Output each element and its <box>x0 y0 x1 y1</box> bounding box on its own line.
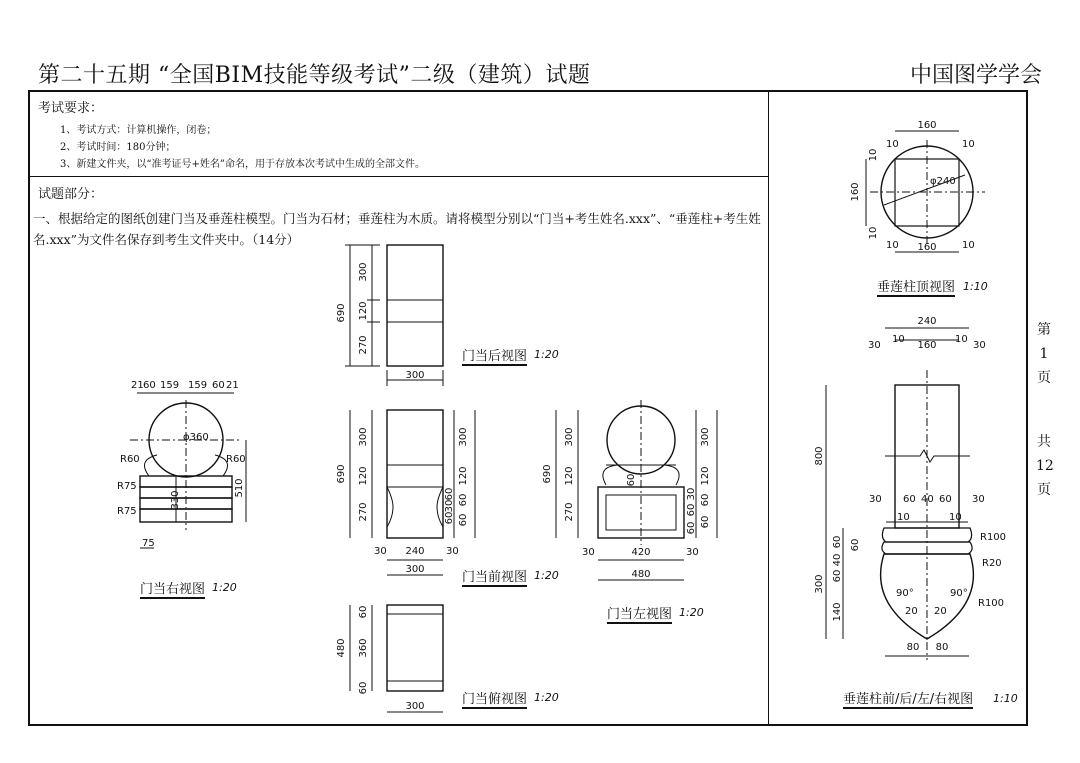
scale-left-view: 1:20 <box>679 606 704 619</box>
page-char: 页 <box>1037 370 1051 386</box>
dim-front: 690 <box>336 464 347 484</box>
page-char: 页 <box>1037 482 1051 498</box>
dim-col-top: 10 <box>886 240 899 251</box>
dim-front: 120 <box>458 466 469 486</box>
dim-front: 60 <box>444 511 455 525</box>
label-right-r75-b: R75 <box>117 506 137 517</box>
dim-col-top: 10 <box>962 139 975 150</box>
dim-col-top: 10 <box>868 226 879 240</box>
dim-right-top: 159 <box>188 380 208 391</box>
dim-left: 60 <box>700 493 711 507</box>
dim-col-front: 40 <box>921 494 934 505</box>
requirement-item: 3、新建文件夹，以“准考证号+姓名”命名，用于存放本次考试中生成的全部文件。 <box>60 159 425 170</box>
dim-front: 300 <box>405 564 425 575</box>
dim-col-front: 30 <box>869 494 882 505</box>
dim-front: 300 <box>358 427 369 447</box>
dim-col-top: 10 <box>868 148 879 162</box>
dim-front: 240 <box>405 546 425 557</box>
scale-column-front-view: 1:10 <box>993 692 1018 705</box>
dim-col-front: R100 <box>978 598 1005 609</box>
scale-front-view: 1:20 <box>534 569 559 582</box>
dim-col-front: 40 <box>832 553 843 567</box>
dim-front: 120 <box>358 466 369 486</box>
task-description: 一、根据给定的图纸创建门当及垂莲柱模型。门当为石材；垂莲柱为木质。请将模型分别以“门当+考生姓名.xxx”、“垂莲柱+考生姓名.xxx”为文件名保存到考生文件夹中。（14分） <box>33 211 761 247</box>
dim-left: 30 <box>582 547 595 558</box>
caption-front-view: 门当前视图 <box>462 566 527 587</box>
dim-col-front: 60 <box>832 535 843 549</box>
dim-front: 30 <box>444 499 455 513</box>
dim-col-top: 10 <box>886 139 899 150</box>
dim-col-top: 10 <box>962 240 975 251</box>
dim-col-front: 140 <box>832 602 843 622</box>
dim-col-front: 90° <box>896 588 914 599</box>
page-char: 第 <box>1037 322 1051 338</box>
dim-left: 30 <box>686 487 697 501</box>
dim-left: 480 <box>631 569 651 580</box>
dim-col-front: R100 <box>980 532 1007 543</box>
dim-left: 30 <box>686 547 699 558</box>
dim-back-width: 300 <box>405 370 425 381</box>
requirement-item: 1、考试方式：计算机操作，闭卷； <box>60 125 217 136</box>
page-char: 共 <box>1037 434 1051 450</box>
dim-right-top: 60 <box>212 380 225 391</box>
dim-left: 300 <box>700 427 711 447</box>
dim-left: 270 <box>564 502 575 522</box>
dim-left: 60 <box>686 521 697 535</box>
scale-column-top-view: 1:10 <box>963 280 988 293</box>
caption-top-view: 门当俯视图 <box>462 688 527 709</box>
dim-col-front: 80 <box>935 642 949 653</box>
scale-top-view: 1:20 <box>534 691 559 704</box>
dim-col-front: 20 <box>905 606 918 617</box>
dim-right-top: 21 <box>131 380 144 391</box>
label-right-r60-right: R60 <box>226 454 246 465</box>
dim-back-bottom: 270 <box>358 335 369 355</box>
label-right-diameter: φ360 <box>183 432 209 443</box>
page-title: 第二十五期 “全国BIM技能等级考试”二级（建筑）试题 <box>38 63 591 88</box>
dim-col-top: 160 <box>850 182 861 202</box>
test-section-title: 试题部分： <box>38 187 104 202</box>
dim-left: 120 <box>700 466 711 486</box>
caption-column-top-view: 垂莲柱顶视图 <box>877 276 955 297</box>
dim-col-front: 90° <box>950 588 968 599</box>
dim-front: 60 <box>458 513 469 527</box>
dim-left: 300 <box>564 427 575 447</box>
dim-front: 30 <box>446 546 459 557</box>
right-view-drawing <box>130 393 246 548</box>
dim-col-front: 60 <box>832 569 843 583</box>
dim-col-top: 160 <box>917 242 937 253</box>
dim-col-front: 30 <box>973 340 986 351</box>
dim-right-top: 159 <box>160 380 180 391</box>
dim-col-front: 10 <box>892 334 905 345</box>
label-right-r60-left: R60 <box>120 454 140 465</box>
caption-left-view: 门当左视图 <box>607 603 672 624</box>
dim-col-top: φ240 <box>930 176 956 187</box>
dim-col-front: 300 <box>814 574 825 594</box>
page-number: 1 <box>1039 346 1049 362</box>
dim-top: 360 <box>358 638 369 658</box>
dim-back-top: 300 <box>358 262 369 282</box>
organization-name: 中国图学学会 <box>910 63 1043 88</box>
dim-front: 60 <box>458 493 469 507</box>
dim-right-top: 60 <box>143 380 156 391</box>
dim-left: 120 <box>564 466 575 486</box>
caption-column-front-view: 垂莲柱前/后/左/右视图 <box>843 688 973 709</box>
dim-col-front: 60 <box>903 494 916 505</box>
dim-front: 30 <box>374 546 387 557</box>
dim-top: 60 <box>358 605 369 619</box>
dim-left: 60 <box>626 473 637 487</box>
dim-col-front: 60 <box>939 494 952 505</box>
dim-col-top: 160 <box>917 120 937 131</box>
dim-left: 60 <box>686 503 697 517</box>
label-right-75: 75 <box>142 538 155 549</box>
dim-right-inner: 330 <box>170 490 181 510</box>
scale-back-view: 1:20 <box>534 348 559 361</box>
dim-left: 60 <box>700 515 711 529</box>
dim-front: 300 <box>458 427 469 447</box>
dim-left: 420 <box>631 547 651 558</box>
dim-col-front: 10 <box>897 512 910 523</box>
dim-col-front: 800 <box>814 446 825 466</box>
dim-back-total: 690 <box>336 303 347 323</box>
requirement-item: 2、考试时间：180分钟； <box>60 142 176 153</box>
dim-col-front: 30 <box>868 340 881 351</box>
dim-back-mid: 120 <box>358 301 369 321</box>
caption-right-view: 门当右视图 <box>140 578 205 599</box>
dim-right-side: 510 <box>234 478 245 498</box>
dim-left: 690 <box>542 464 553 484</box>
dim-right-top: 21 <box>226 380 239 391</box>
dim-col-front: 30 <box>972 494 985 505</box>
dim-col-front: R20 <box>982 558 1002 569</box>
requirements-title: 考试要求： <box>38 101 104 116</box>
label-right-r75-a: R75 <box>117 481 137 492</box>
dim-top: 300 <box>405 701 425 712</box>
dim-front: 270 <box>358 502 369 522</box>
scale-right-view: 1:20 <box>212 581 237 594</box>
dim-front: 60 <box>444 487 455 501</box>
caption-back-view: 门当后视图 <box>462 345 527 366</box>
page-total: 12 <box>1036 458 1054 474</box>
dim-top: 480 <box>336 638 347 658</box>
dim-top: 60 <box>358 681 369 695</box>
dim-col-front: 160 <box>917 340 937 351</box>
dim-col-front: 20 <box>934 606 947 617</box>
dim-col-front: 10 <box>949 512 962 523</box>
dim-col-front: 60 <box>850 538 861 552</box>
dim-col-front: 80 <box>906 642 920 653</box>
dim-col-front: 10 <box>955 334 968 345</box>
dim-col-front: 240 <box>917 316 937 327</box>
